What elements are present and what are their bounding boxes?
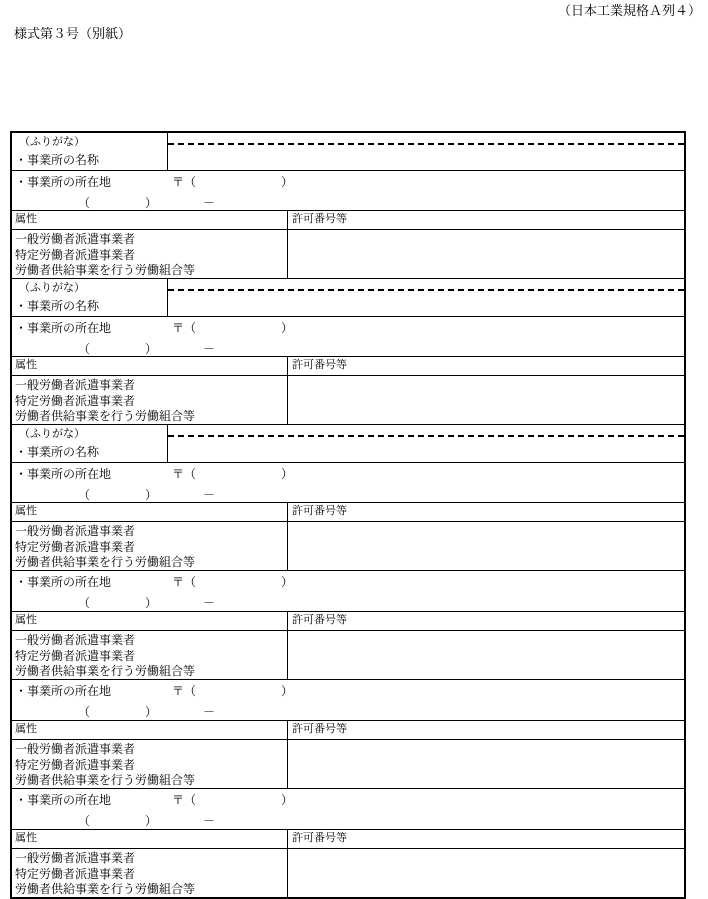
postal-mark: 〒（: [172, 321, 197, 335]
office-address-label: ・事業所の所在地: [15, 175, 112, 189]
postal-close-paren: ）: [281, 321, 294, 335]
attribute-options-cell[interactable]: [12, 740, 288, 788]
postal-close-paren: ）: [281, 793, 294, 807]
attribute-options-cell[interactable]: [12, 230, 288, 278]
office-name-label-cell: [12, 133, 168, 170]
office-block: [12, 788, 684, 897]
permit-number-header-label: 許可番号等: [292, 359, 347, 371]
phone-dash: －: [203, 705, 216, 719]
office-block: [12, 570, 684, 679]
permit-number-header-label: 許可番号等: [292, 505, 347, 517]
jis-standard-note: （日本工業規格Ａ列４）: [557, 3, 701, 18]
attribute-option-union[interactable]: 労働者供給事業を行う労働組合等: [15, 773, 196, 787]
phone-dash: －: [203, 196, 216, 210]
office-name-row: [12, 425, 684, 462]
phone-close-paren: ）: [145, 705, 158, 719]
permit-number-field[interactable]: [288, 849, 684, 897]
attribute-header-label: 属性: [12, 503, 288, 521]
attribute-option-union[interactable]: 労働者供給事業を行う労働組合等: [15, 555, 196, 569]
attribute-header-label: 属性: [12, 612, 288, 630]
permit-number-field[interactable]: [288, 740, 684, 788]
furigana-entry-line[interactable]: [168, 435, 684, 437]
attribute-permit-header-row: [12, 720, 684, 739]
attribute-list-row: [12, 739, 684, 788]
attribute-option-general[interactable]: 一般労働者派遣事業者: [15, 633, 136, 647]
office-name-field[interactable]: [168, 279, 684, 316]
page-title: 様式第３号（別紙）: [14, 26, 132, 41]
office-block: [12, 133, 684, 278]
office-address-field[interactable]: [12, 316, 684, 356]
office-name-label: ・事業所の名称: [15, 445, 100, 459]
attribute-option-union[interactable]: 労働者供給事業を行う労働組合等: [15, 882, 196, 896]
phone-open-paren: （: [78, 705, 91, 719]
postal-mark: 〒（: [172, 793, 197, 807]
attribute-header-label: 属性: [12, 721, 288, 739]
attribute-option-general[interactable]: 一般労働者派遣事業者: [15, 742, 136, 756]
postal-mark: 〒（: [172, 175, 197, 189]
postal-mark: 〒（: [172, 684, 197, 698]
office-address-label: ・事業所の所在地: [15, 321, 112, 335]
phone-dash: －: [203, 814, 216, 828]
attribute-list-row: [12, 375, 684, 424]
attribute-permit-header-row: [12, 611, 684, 630]
phone-close-paren: ）: [145, 596, 158, 610]
attribute-option-union[interactable]: 労働者供給事業を行う労働組合等: [15, 409, 196, 423]
office-name-label: ・事業所の名称: [15, 153, 100, 167]
phone-close-paren: ）: [145, 814, 158, 828]
attribute-list-row: [12, 521, 684, 570]
attribute-permit-header-row: [12, 356, 684, 375]
attribute-list-row: [12, 848, 684, 897]
permit-number-field[interactable]: [288, 230, 684, 278]
phone-dash: －: [203, 488, 216, 502]
office-block: [12, 679, 684, 788]
attribute-options-cell[interactable]: [12, 522, 288, 570]
attribute-options-cell[interactable]: [12, 849, 288, 897]
office-name-field[interactable]: [168, 133, 684, 170]
phone-dash: －: [203, 342, 216, 356]
office-address-field[interactable]: [12, 571, 684, 611]
offices-table: [10, 131, 686, 899]
office-name-label: ・事業所の名称: [15, 299, 100, 313]
office-block: [12, 278, 684, 424]
phone-open-paren: （: [78, 814, 91, 828]
attribute-option-specified[interactable]: 特定労働者派遣事業者: [15, 539, 136, 554]
office-name-label-cell: [12, 425, 168, 462]
permit-number-header-label: 許可番号等: [292, 723, 347, 735]
attribute-header-label: 属性: [12, 211, 288, 229]
postal-close-paren: ）: [281, 467, 294, 481]
attribute-permit-header-row: [12, 829, 684, 848]
attribute-options-cell[interactable]: [12, 376, 288, 424]
postal-close-paren: ）: [281, 684, 294, 698]
office-name-field[interactable]: [168, 425, 684, 462]
office-address-field[interactable]: [12, 462, 684, 502]
phone-dash: －: [203, 596, 216, 610]
permit-number-header-label: 許可番号等: [292, 832, 347, 844]
attribute-option-specified[interactable]: 特定労働者派遣事業者: [15, 757, 136, 772]
furigana-label: （ふりがな）: [19, 428, 85, 440]
permit-number-field[interactable]: [288, 631, 684, 679]
phone-open-paren: （: [78, 342, 91, 356]
phone-close-paren: ）: [145, 488, 158, 502]
furigana-entry-line[interactable]: [168, 143, 684, 145]
phone-open-paren: （: [78, 596, 91, 610]
attribute-options-cell[interactable]: [12, 631, 288, 679]
attribute-option-specified[interactable]: 特定労働者派遣事業者: [15, 648, 136, 663]
attribute-permit-header-row: [12, 210, 684, 229]
attribute-option-general[interactable]: 一般労働者派遣事業者: [15, 232, 136, 246]
furigana-entry-line[interactable]: [168, 289, 684, 291]
phone-open-paren: （: [78, 488, 91, 502]
postal-close-paren: ）: [281, 175, 294, 189]
furigana-label: （ふりがな）: [19, 136, 85, 148]
attribute-list-row: [12, 630, 684, 679]
permit-number-header-label: 許可番号等: [292, 614, 347, 626]
attribute-option-general[interactable]: 一般労働者派遣事業者: [15, 378, 136, 392]
office-name-row: [12, 133, 684, 170]
attribute-permit-header-row: [12, 502, 684, 521]
office-address-label: ・事業所の所在地: [15, 467, 112, 481]
attribute-option-general[interactable]: 一般労働者派遣事業者: [15, 851, 136, 865]
office-address-field[interactable]: [12, 170, 684, 210]
office-name-label-cell: [12, 279, 168, 316]
attribute-header-label: 属性: [12, 830, 288, 848]
attribute-option-union[interactable]: 労働者供給事業を行う労働組合等: [15, 263, 196, 277]
attribute-option-specified[interactable]: 特定労働者派遣事業者: [15, 866, 136, 881]
postal-mark: 〒（: [172, 467, 197, 481]
postal-mark: 〒（: [172, 575, 197, 589]
office-address-label: ・事業所の所在地: [15, 684, 112, 698]
postal-close-paren: ）: [281, 575, 294, 589]
attribute-header-label: 属性: [12, 357, 288, 375]
office-address-field[interactable]: [12, 680, 684, 720]
phone-close-paren: ）: [145, 196, 158, 210]
furigana-label: （ふりがな）: [19, 282, 85, 294]
office-address-field[interactable]: [12, 789, 684, 829]
phone-open-paren: （: [78, 196, 91, 210]
attribute-option-specified[interactable]: 特定労働者派遣事業者: [15, 247, 136, 262]
office-block: [12, 424, 684, 570]
office-name-row: [12, 279, 684, 316]
permit-number-field[interactable]: [288, 376, 684, 424]
attribute-option-union[interactable]: 労働者供給事業を行う労働組合等: [15, 664, 196, 678]
permit-number-header-label: 許可番号等: [292, 213, 347, 225]
attribute-option-general[interactable]: 一般労働者派遣事業者: [15, 524, 136, 538]
attribute-option-specified[interactable]: 特定労働者派遣事業者: [15, 393, 136, 408]
permit-number-field[interactable]: [288, 522, 684, 570]
office-address-label: ・事業所の所在地: [15, 575, 112, 589]
attribute-list-row: [12, 229, 684, 278]
phone-close-paren: ）: [145, 342, 158, 356]
office-address-label: ・事業所の所在地: [15, 793, 112, 807]
